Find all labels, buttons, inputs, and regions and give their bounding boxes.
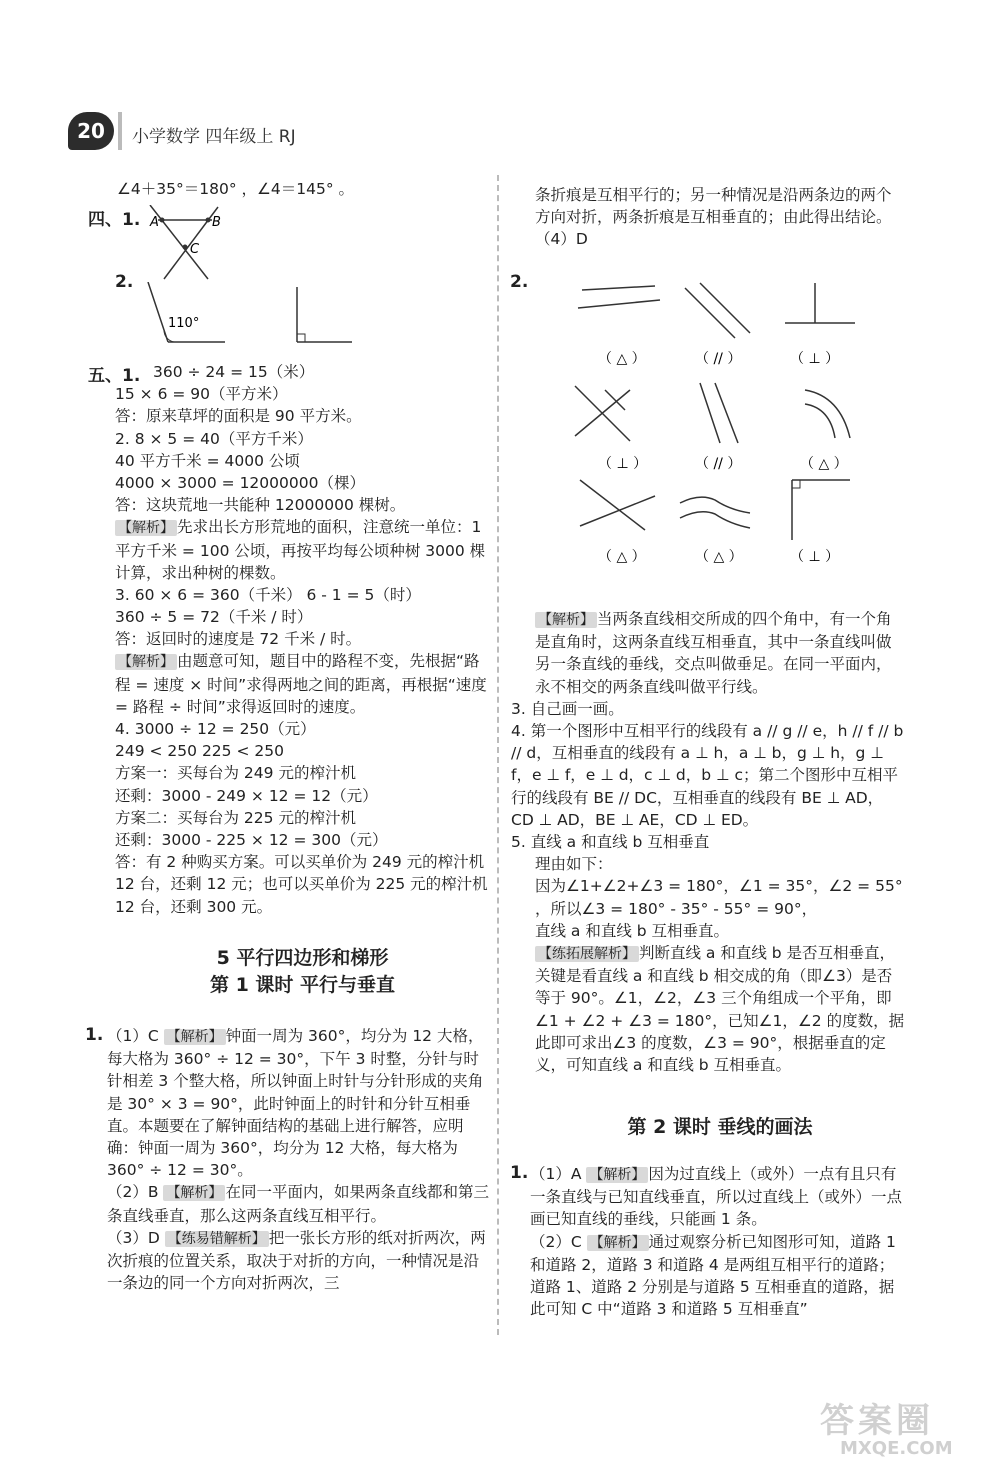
text-line: 360 ÷ 24 = 15（米） — [153, 363, 315, 381]
r1-1 — [530, 1163, 905, 1231]
r1-2 — [530, 1231, 905, 1321]
analysis-text: 因为过直线上（或外）一点有且只有一条直线与已知直线垂直，所以过直线上（或外）一点画已知直线的垂线，只能画 1 条。 — [530, 1165, 903, 1229]
analysis-tag: 【解析】 — [587, 1235, 649, 1251]
text-line: 40 平方千米 = 4000 公顷 — [115, 451, 300, 470]
analysis-tag: 【解析】 — [115, 654, 177, 670]
fig-label-6: （ △ ） — [800, 456, 848, 472]
text-line: 答：原来草坪的面积是 90 平方米。 — [115, 407, 362, 426]
watermark-site: MXQE.COM — [840, 1438, 953, 1459]
point-b-label: B — [212, 215, 221, 230]
text-line: 249 < 250 225 < 250 — [115, 742, 284, 761]
answer-choice: （3）D — [107, 1228, 160, 1247]
fig-label-4: （ ⊥ ） — [598, 456, 648, 472]
text-line: 答：这块荒地一共能种 12000000 棵树。 — [115, 496, 406, 515]
analysis-text: 判断直线 a 和直线 b 是否互相垂直，关键是看直线 a 和直线 b 相交成的角（即∠3）是否等于 90°。∠1，∠2，∠3 三个角组成一个平角，即∠1 + ∠2 + ∠3 = 180°，已知∠1，∠2 的度数，据此即可求出∠3 的度数，∠3 = 90°，根据垂直的定义，可知直线 a 和直线 b 互相垂直。 — [535, 943, 905, 1074]
text-line: 还剩：3000 - 225 × 12 = 300（元） — [115, 831, 388, 850]
right-column-body — [511, 608, 905, 1076]
analysis-tag: 【解析】 — [164, 1029, 226, 1045]
header-bar — [118, 112, 122, 150]
analysis-note — [115, 516, 490, 584]
text-line: 3. 60 × 6 = 360（千米） 6 - 1 = 5（时） — [115, 585, 421, 604]
analysis-text: 当两条直线相交所成的四个角中，有一个角是直角时，这两条直线互相垂直，其中一条直线叫做另一条直线的垂线，交点叫做垂足。在同一平面内，永不相交的两条直线叫做平行线。 — [535, 610, 892, 696]
answer-choice: （2）B — [107, 1183, 159, 1202]
text-line: 理由如下： — [535, 855, 613, 874]
text-line: 360 ÷ 5 = 72（千米 / 时） — [115, 608, 313, 627]
watermark-brand: 答案圈 — [820, 1401, 934, 1441]
q4-label: 四、1. — [88, 210, 141, 230]
left-column — [115, 178, 490, 200]
fig-label-9: （ ⊥ ） — [790, 549, 840, 565]
q1-3 — [107, 1227, 490, 1295]
fig-label-3: （ ⊥ ） — [790, 351, 840, 367]
q4-2-label: 2. — [115, 272, 134, 292]
analysis-note — [115, 650, 490, 718]
column-divider — [497, 175, 499, 1335]
lesson-title: 第 1 课时 平行与垂直 — [209, 974, 396, 996]
q1-2 — [107, 1181, 490, 1226]
analysis-tag: 【解析】 — [163, 1185, 225, 1201]
answer-text: 答：有 2 种购买方案。可以买单价为 249 元的榨汁机 12 台，还剩 12 元；也可以买单价为 225 元的榨汁机 12 台，还剩 300 元。 — [115, 853, 488, 916]
angle-110-label: 110° — [168, 316, 200, 331]
analysis-text: 由题意可知，题目中的路程不变，先根据“路程 = 速度 × 时间”求得两地之间的距离，再根据“速度 = 路程 ÷ 时间”求得返回时的速度。 — [115, 652, 487, 716]
text-line: 方案二：买每台为 225 元的榨汁机 — [115, 808, 356, 827]
lesson2-title: 第 2 课时 垂线的画法 — [627, 1116, 813, 1138]
text-line: 4000 × 3000 = 12000000（棵） — [115, 473, 365, 492]
q4-text: 4. 第一个图形中互相平行的线段有 a // g // e，h // f // b // d，互相垂直的线段有 a ⊥ h，a ⊥ b，g ⊥ h，g ⊥ f，e ⊥ f，e ⊥ d，c ⊥ d，b ⊥ c；第二个图形中互相平行的线段有 BE // DC，互相垂直的线段有 BE ⊥ AD，CD ⊥ AD，BE ⊥ AE，CD ⊥ ED。 — [511, 722, 904, 829]
right-column-top — [535, 184, 905, 251]
fig-label-5: （ // ） — [695, 456, 742, 472]
analysis-text: 先求出长方形荒地的面积，注意统一单位：1 平方千米 = 100 公顷，再按平均每公顷种树 3000 棵计算，求出种树的棵数。 — [115, 518, 486, 582]
fig-label-8: （ △ ） — [695, 549, 743, 565]
q1-block — [107, 1025, 490, 1294]
analysis-text: 通过观察分析已知图形可知，道路 1 和道路 2，道路 3 和道路 4 是两组互相平行的道路；道路 1、道路 2 分别是与道路 5 互相垂直的道路，据此可知 C 中“道路 3 和道路 5 互相垂直” — [530, 1232, 896, 1319]
fig-label-2: （ // ） — [695, 351, 742, 367]
analysis-tag: 【练拓展解析】 — [535, 946, 639, 962]
r1-block — [530, 1163, 905, 1320]
analysis-note — [535, 608, 905, 698]
text-line: 2. 8 × 5 = 40（平方千米） — [115, 429, 313, 448]
line-relation-figures — [560, 278, 880, 568]
text-line: 答：返回时的速度是 72 千米 / 时。 — [115, 630, 362, 649]
q5-block — [115, 361, 490, 918]
text-line: 方案一：买每台为 249 元的榨汁机 — [115, 764, 356, 783]
q3-text: 3. 自己画一画。 — [511, 699, 624, 718]
text-line: 5. 直线 a 和直线 b 互相垂直 — [511, 833, 710, 852]
analysis-tag: 【解析】 — [115, 520, 177, 536]
analysis-text: 在同一平面内，如果两条直线都和第三条直线垂直，那么这两条直线互相平行。 — [107, 1183, 489, 1225]
page-number: 20 — [68, 112, 114, 150]
q1-1 — [107, 1025, 490, 1181]
answer-choice: （2）C — [530, 1232, 582, 1251]
text-line: 因为∠1+∠2+∠3 = 180°，∠1 = 35°，∠2 = 55° — [535, 877, 903, 896]
r1-label: 1. — [510, 1163, 529, 1183]
fig-label-1: （ △ ） — [598, 351, 646, 367]
text-line: 15 × 6 = 90（平方米） — [115, 385, 288, 404]
continued-text: 条折痕是互相平行的；另一种情况是沿两条边的两个方向对折，两条折痕是互相垂直的；由此得出结论。 — [535, 186, 892, 227]
section-title: 5 平行四边形和梯形 — [216, 947, 389, 969]
analysis-text: 钟面一周为 360°，均分为 12 大格，每大格为 360° ÷ 12 = 30°，下午 3 时整，分针与时针相差 3 个整大格，所以钟面上时针与分针形成的夹角是 30° × 3 = 90°，此时钟面上的时针和分针互相垂直。本题要在了解钟面结构的基础上进行解答，应明确：钟面一周为 360°，均分为 12 大格，每大格为 360° ÷ 12 = 30°。 — [107, 1027, 484, 1180]
angle-figures — [140, 282, 360, 348]
analysis-tag: 【解析】 — [586, 1167, 648, 1183]
fig-label-7: （ △ ） — [598, 549, 646, 565]
answer-choice: （1）A — [530, 1165, 582, 1183]
answer-choice: （1）C — [107, 1027, 159, 1045]
text-line: 直线 a 和直线 b 互相垂直。 — [535, 921, 730, 940]
analysis-text: 把一张长方形的纸对折两次，两次折痕的位置关系，取决于对折的方向，一种情况是沿一条边的同一个方向对折两次，三 — [107, 1228, 486, 1293]
analysis-tag: 【解析】 — [535, 612, 597, 628]
text-line: 还剩：3000 - 249 × 12 = 12（元） — [115, 786, 378, 805]
text-line: ∠4＋35°＝180° ，∠4＝145° 。 — [117, 180, 355, 198]
book-title: 小学数学 四年级上 RJ — [132, 127, 296, 147]
text-line: 4. 3000 ÷ 12 = 250（元） — [115, 720, 316, 739]
q5-label: 五、1. — [88, 366, 141, 386]
analysis-tag: 【练易错解析】 — [165, 1231, 269, 1247]
analysis-note — [535, 942, 905, 1076]
point-c-label: C — [190, 242, 200, 257]
q1-label: 1. — [85, 1025, 104, 1045]
intersecting-lines-figure — [140, 205, 230, 285]
q2-label: 2. — [510, 272, 529, 292]
point-a-label: A — [150, 215, 159, 230]
text-line: ，所以∠3 = 180° - 35° - 55° = 90°， — [535, 899, 818, 918]
q1-4: （4）D — [535, 230, 588, 249]
